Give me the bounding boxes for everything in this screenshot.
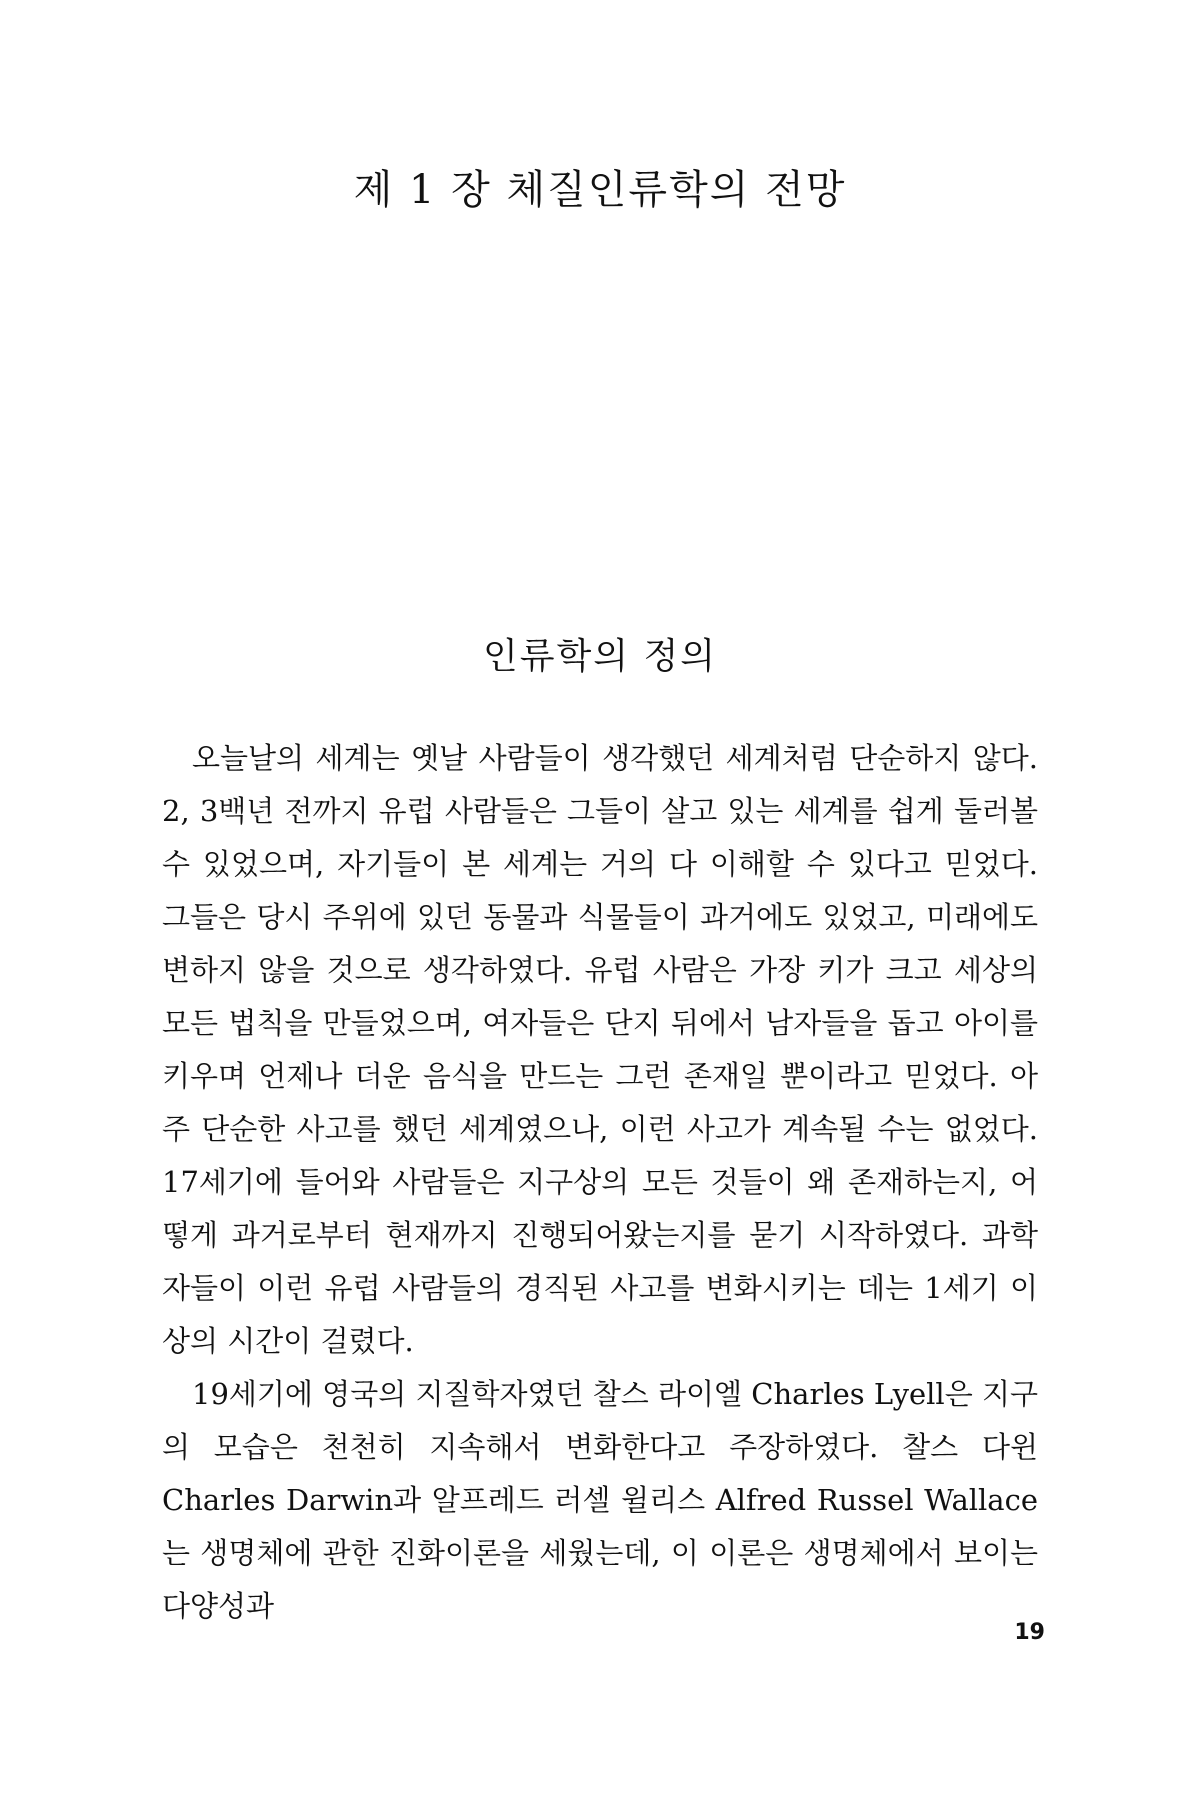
section-title: 인류학의 정의 (482, 636, 718, 677)
paragraph: 19세기에 영국의 지질학자였던 찰스 라이엘 Charles Lyell은 지구의 모습은 천천히 지속해서 변화한다고 주장하였다. 찰스 다윈 Charles Darwin과 알프레드 러셀 윌리스 Alfred Russel Wallace는 생명체에 관한 진화이론을 세웠는데, 이 이론은 생명체에서 보이는 다양성과 (162, 1377, 1038, 1623)
chapter-title: 제 1 장 체질인류학의 전망 (353, 167, 847, 213)
body-text (162, 732, 1038, 1633)
paragraph: 오늘날의 세계는 옛날 사람들이 생각했던 세계처럼 단순하지 않다. 2, 3백년 전까지 유럽 사람들은 그들이 살고 있는 세계를 쉽게 둘러볼 수 있었으며, 자기들이 본 세계는 거의 다 이해할 수 있다고 믿었다. 그들은 당시 주위에 있던 동물과 식물들이 과거에도 있었고, 미래에도 변하지 않을 것으로 생각하였다. 유럽 사람은 가장 키가 크고 세상의 모든 법칙을 만들었으며, 여자들은 단지 뒤에서 남자들을 돕고 아이를 키우며 언제나 더운 음식을 만드는 그런 존재일 뿐이라고 믿었다. 아주 단순한 사고를 했던 세계였으나, 이런 사고가 계속될 수는 없었다. 17세기에 들어와 사람들은 지구상의 모든 것들이 왜 존재하는지, 어떻게 과거로부터 현재까지 진행되어왔는지를 묻기 시작하였다. 과학자들이 이런 유럽 사람들의 경직된 사고를 변화시키는 데는 1세기 이상의 시간이 걸렸다. (162, 741, 1038, 1358)
page-number: 19 (1014, 1620, 1045, 1645)
